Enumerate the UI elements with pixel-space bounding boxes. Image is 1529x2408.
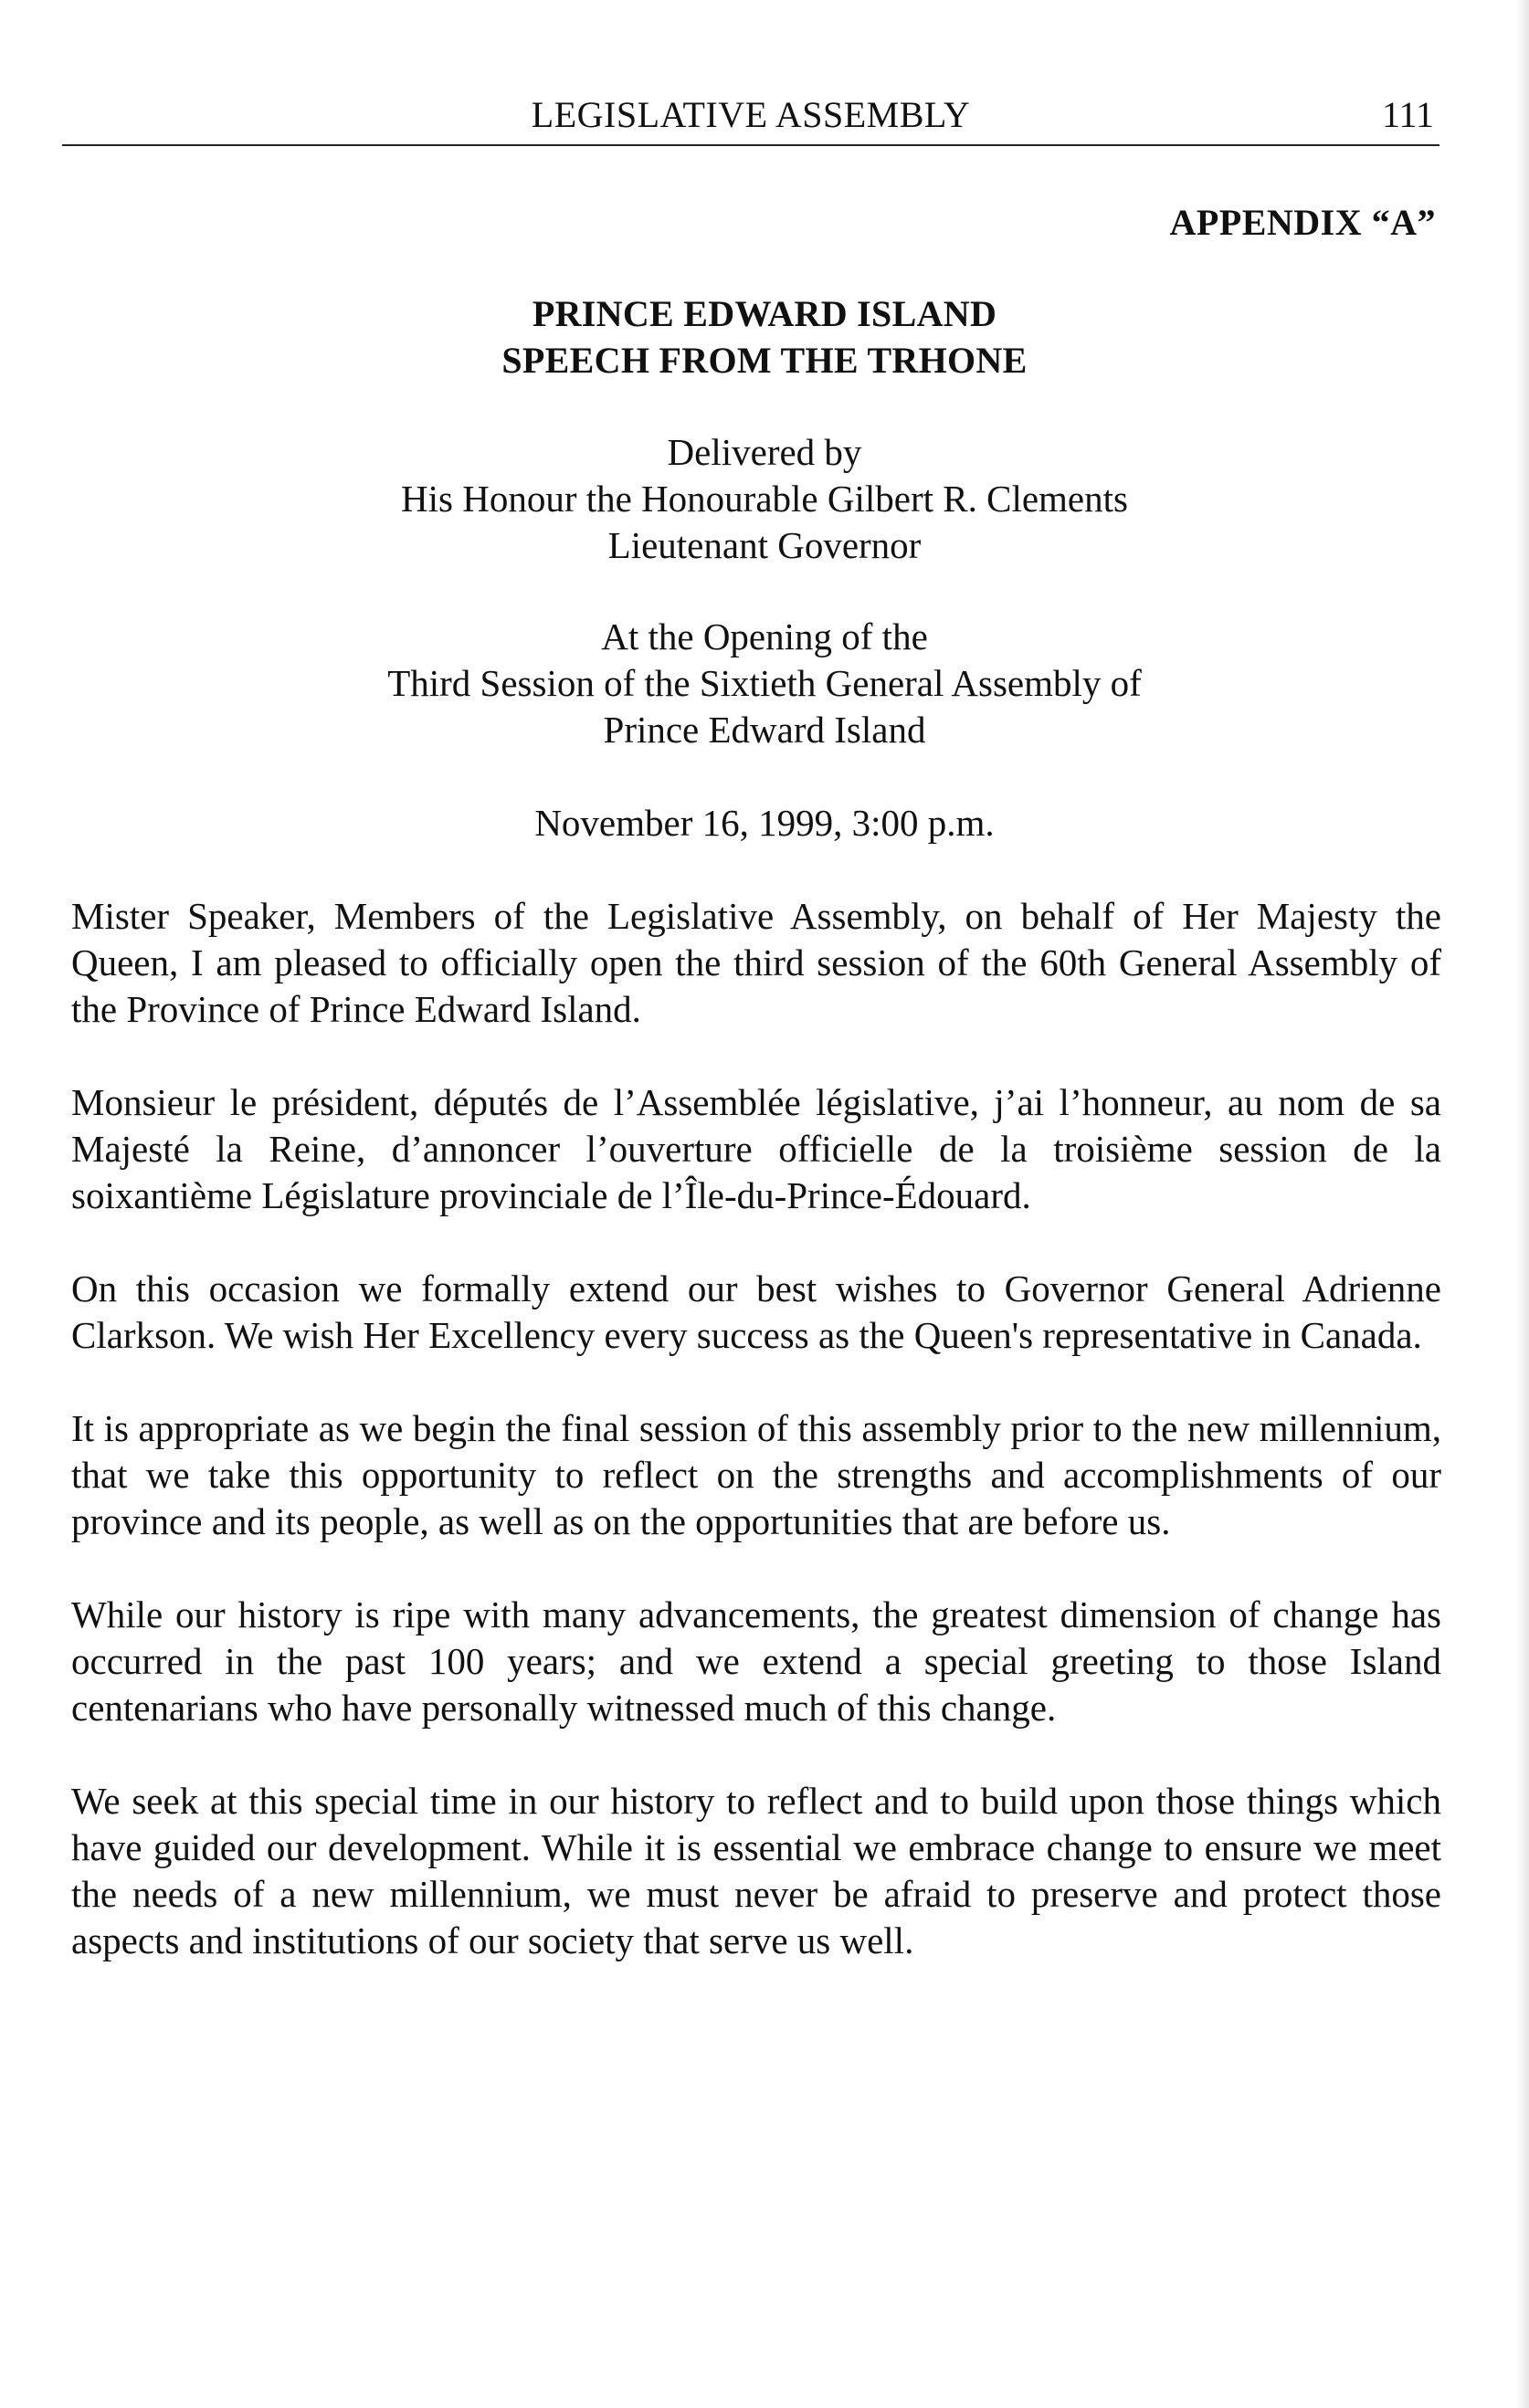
appendix-label: APPENDIX “A” bbox=[1169, 202, 1436, 243]
paragraph: Mister Speaker, Members of the Legislative Assembly, on behalf of Her Majesty the Queen, I am pleased to officially open the third session of the 60th General Assembly of the Province of Prince Edward Island. bbox=[71, 895, 1441, 1030]
paragraph: Monsieur le président, députés de l’Assemblée législative, j’ai l’honneur, au nom de sa Majesté la Reine, d’annoncer l’ouverture officielle de la troisième session de la soixantième Législature provinciale de l’Île-du-Prince-Édouard. bbox=[71, 1081, 1441, 1216]
delivered-line-3: Lieutenant Governor bbox=[607, 524, 922, 566]
paragraph: While our history is ripe with many advancements, the greatest dimension of change has occurred in the past 100 years; and we extend a special greeting to those Island centenarians who have personally witnessed much of this change. bbox=[71, 1593, 1441, 1729]
running-title: LEGISLATIVE ASSEMBLY bbox=[531, 94, 971, 135]
paragraph: On this occasion we formally extend our best wishes to Governor General Adrienne Clarkson. We wish Her Excellency every success as the Queen's representative in Canada. bbox=[71, 1267, 1441, 1356]
delivered-line-1: Delivered by bbox=[667, 431, 862, 473]
speech-body bbox=[71, 893, 1441, 2011]
occasion-block bbox=[0, 614, 1529, 753]
delivered-line-2: His Honour the Honourable Gilbert R. Clements bbox=[401, 478, 1128, 520]
page-edge-shadow bbox=[1516, 0, 1529, 2408]
occasion-line-3: Prince Edward Island bbox=[603, 709, 926, 751]
running-header bbox=[62, 93, 1439, 146]
title-line-2: SPEECH FROM THE TRHONE bbox=[501, 340, 1028, 381]
date-time: November 16, 1999, 3:00 p.m. bbox=[534, 802, 995, 844]
title-line-1: PRINCE EDWARD ISLAND bbox=[532, 293, 997, 334]
occasion-line-2: Third Session of the Sixtieth General Assembly of bbox=[387, 662, 1142, 704]
delivered-by-block bbox=[0, 429, 1529, 569]
page-number: 111 bbox=[1381, 94, 1434, 135]
document-title bbox=[0, 290, 1529, 384]
paragraph: We seek at this special time in our history to reflect and to build upon those things which have guided our development. While it is essential we embrace change to ensure we meet the needs of a new millennium, we must never be afraid to preserve and protect those aspects and institutions of our society that serve us well. bbox=[71, 1780, 1441, 1961]
occasion-line-1: At the Opening of the bbox=[601, 615, 928, 657]
paragraph: It is appropriate as we begin the final session of this assembly prior to the new millennium, that we take this opportunity to reflect on the strengths and accomplishments of our province and its people, as well as on the opportunities that are before us. bbox=[71, 1407, 1441, 1542]
